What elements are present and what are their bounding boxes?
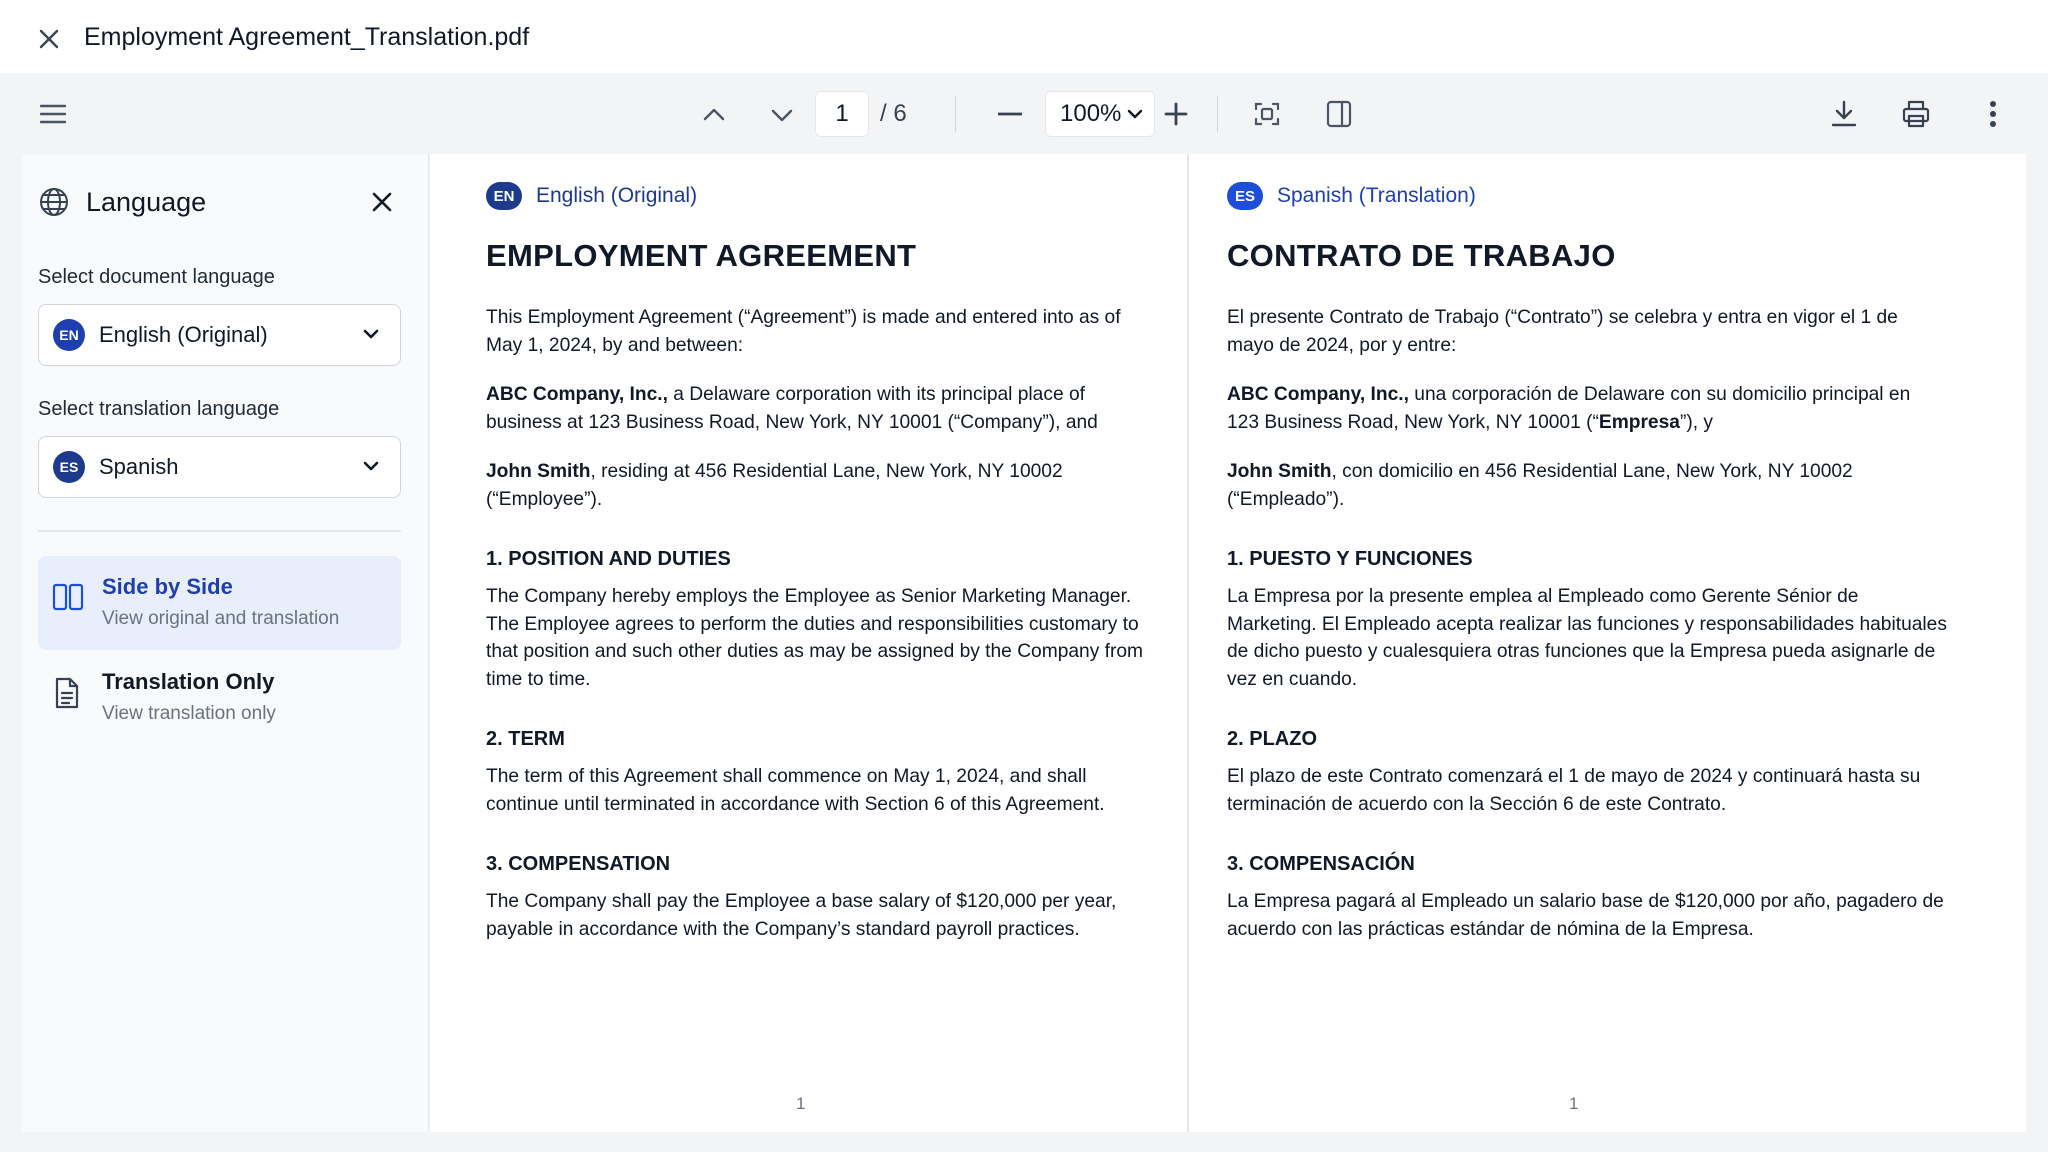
section-text: The Company shall pay the Employee a base salary of $120,000 per year, payable in accordance with the Company’s standard payroll practices. (486, 891, 1117, 940)
lang-badge: EN (53, 319, 85, 351)
chevron-down-icon[interactable] (766, 100, 798, 132)
view-option-subtitle: View original and translation (102, 608, 340, 629)
document-language-value: English (Original) (99, 322, 268, 347)
side-by-side-icon (52, 582, 86, 616)
zoom-value: 100% (1060, 100, 1122, 127)
page-language-label: English (Original) (536, 184, 698, 207)
close-icon[interactable] (366, 186, 398, 218)
chevron-down-icon (1127, 108, 1143, 120)
original-document-text (486, 236, 1146, 965)
view-option-title: Translation Only (102, 669, 275, 694)
document-language-select[interactable] (38, 304, 401, 366)
section-heading: 2. TERM (486, 728, 565, 750)
title-bar (0, 0, 2048, 73)
lang-badge: ES (53, 451, 85, 483)
fit-page-icon[interactable] (1250, 97, 1284, 131)
sidebar-panel-icon[interactable] (1322, 97, 1356, 131)
section-heading: 1. POSITION AND DUTIES (486, 548, 731, 570)
party-name: ABC Company, Inc., (486, 384, 668, 405)
party-name: John Smith (1227, 461, 1332, 482)
view-option-subtitle: View translation only (102, 703, 276, 724)
translation-page (1189, 154, 2026, 1132)
view-option-translation-only[interactable] (38, 651, 401, 745)
section-text: La Empresa por la presente emplea al Empleado como Gerente Sénior de Marketing. El Empleado acepta realizar las funciones y responsabilidades habituales de dicho puesto y cualesquiera otras funciones que la Empresa pueda asignarle de vez en cuando. (1227, 586, 1947, 690)
language-sidebar (22, 154, 429, 1132)
chevron-down-icon (360, 455, 382, 477)
document-heading: EMPLOYMENT AGREEMENT (486, 238, 917, 273)
zoom-out-icon[interactable] (994, 98, 1026, 130)
translation-language-select[interactable] (38, 436, 401, 498)
page-language-header (486, 182, 697, 210)
document-title: Employment Agreement_Translation.pdf (84, 23, 530, 51)
party-details: una corporación de Delaware con su domicilio principal en 123 Business Road, New York, NY 10001 (“ (1227, 384, 1911, 433)
more-icon[interactable] (1976, 96, 2010, 132)
section-text: El plazo de este Contrato comenzará el 1 de mayo de 2024 y continuará hasta su terminación de acuerdo con la Sección 6 de este Contrato. (1227, 766, 1921, 815)
intro-paragraph: El presente Contrato de Trabajo (“Contrato”) se celebra y entra en vigor el 1 de mayo de 2024, por y entre: (1227, 307, 1898, 356)
section-heading: 3. COMPENSACIÓN (1227, 853, 1415, 875)
section-heading: 2. PLAZO (1227, 728, 1318, 750)
translation-language-value: Spanish (99, 454, 179, 479)
page-language-label: Spanish (Translation) (1277, 184, 1476, 207)
party-details: , con domicilio en 456 Residential Lane, New York, NY 10002 (“Empleado”). (1227, 461, 1853, 510)
lang-badge: EN (486, 182, 522, 210)
party-details: ”), y (1679, 411, 1713, 433)
section-text: The Company hereby employs the Employee as Senior Marketing Manager. The Employee agrees to perform the duties and responsibilities customary to that position and such other duties as may be assigned by the Company from time to time. (486, 586, 1144, 690)
document-heading: CONTRATO DE TRABAJO (1227, 238, 1616, 273)
toolbar-divider (955, 96, 956, 132)
page-total: / 6 (880, 100, 907, 127)
page-language-header (1227, 182, 1476, 210)
sidebar-title: Language (86, 186, 207, 217)
party-paragraph (1227, 458, 1947, 513)
party-name: John Smith (486, 461, 591, 482)
party-defined-term: Empresa (1598, 411, 1680, 433)
view-option-side-by-side[interactable] (38, 556, 401, 650)
translation-language-label: Select translation language (38, 398, 280, 420)
chevron-down-icon (360, 323, 382, 345)
toolbar-divider (1217, 96, 1218, 132)
party-name: ABC Company, Inc., (1227, 384, 1409, 405)
party-details: , residing at 456 Residential Lane, New York, NY 10002 (“Employee”). (486, 461, 1063, 510)
page-number-input[interactable]: 1 (815, 91, 869, 137)
globe-icon (38, 186, 70, 218)
section-text: La Empresa pagará al Empleado un salario base de $120,000 por año, pagadero de acuerdo con las prácticas estándar de nómina de la Empresa. (1227, 891, 1944, 940)
print-icon[interactable] (1898, 96, 1934, 132)
page-number: 1 (1569, 1094, 1579, 1113)
close-icon[interactable] (34, 24, 64, 54)
page-number: 1 (796, 1094, 806, 1113)
party-paragraph (486, 458, 1146, 513)
view-option-title: Side by Side (102, 574, 233, 599)
section-text: The term of this Agreement shall commence on May 1, 2024, and shall continue until terminated in accordance with Section 6 of this Agreement. (486, 766, 1105, 815)
zoom-in-icon[interactable] (1160, 98, 1192, 130)
party-paragraph (486, 381, 1146, 436)
section-heading: 1. PUESTO Y FUNCIONES (1227, 548, 1473, 570)
document-language-label: Select document language (38, 266, 275, 288)
download-icon[interactable] (1826, 96, 1862, 132)
section-heading: 3. COMPENSATION (486, 853, 671, 875)
party-details: a Delaware corporation with its principal place of business at 123 Business Road, New York, NY 10001 (“Company”), and (486, 384, 1098, 433)
intro-paragraph: This Employment Agreement (“Agreement”) is made and entered into as of May 1, 2024, by and between: (486, 307, 1121, 356)
translated-document-text (1227, 236, 1947, 965)
chevron-up-icon[interactable] (698, 98, 730, 130)
original-page (430, 154, 1187, 1132)
party-paragraph (1227, 381, 1947, 436)
menu-icon[interactable] (36, 98, 70, 130)
sidebar-divider (38, 530, 401, 532)
document-icon (52, 677, 86, 711)
lang-badge: ES (1227, 182, 1263, 210)
zoom-select[interactable] (1045, 91, 1155, 137)
sidebar-header (38, 180, 418, 224)
